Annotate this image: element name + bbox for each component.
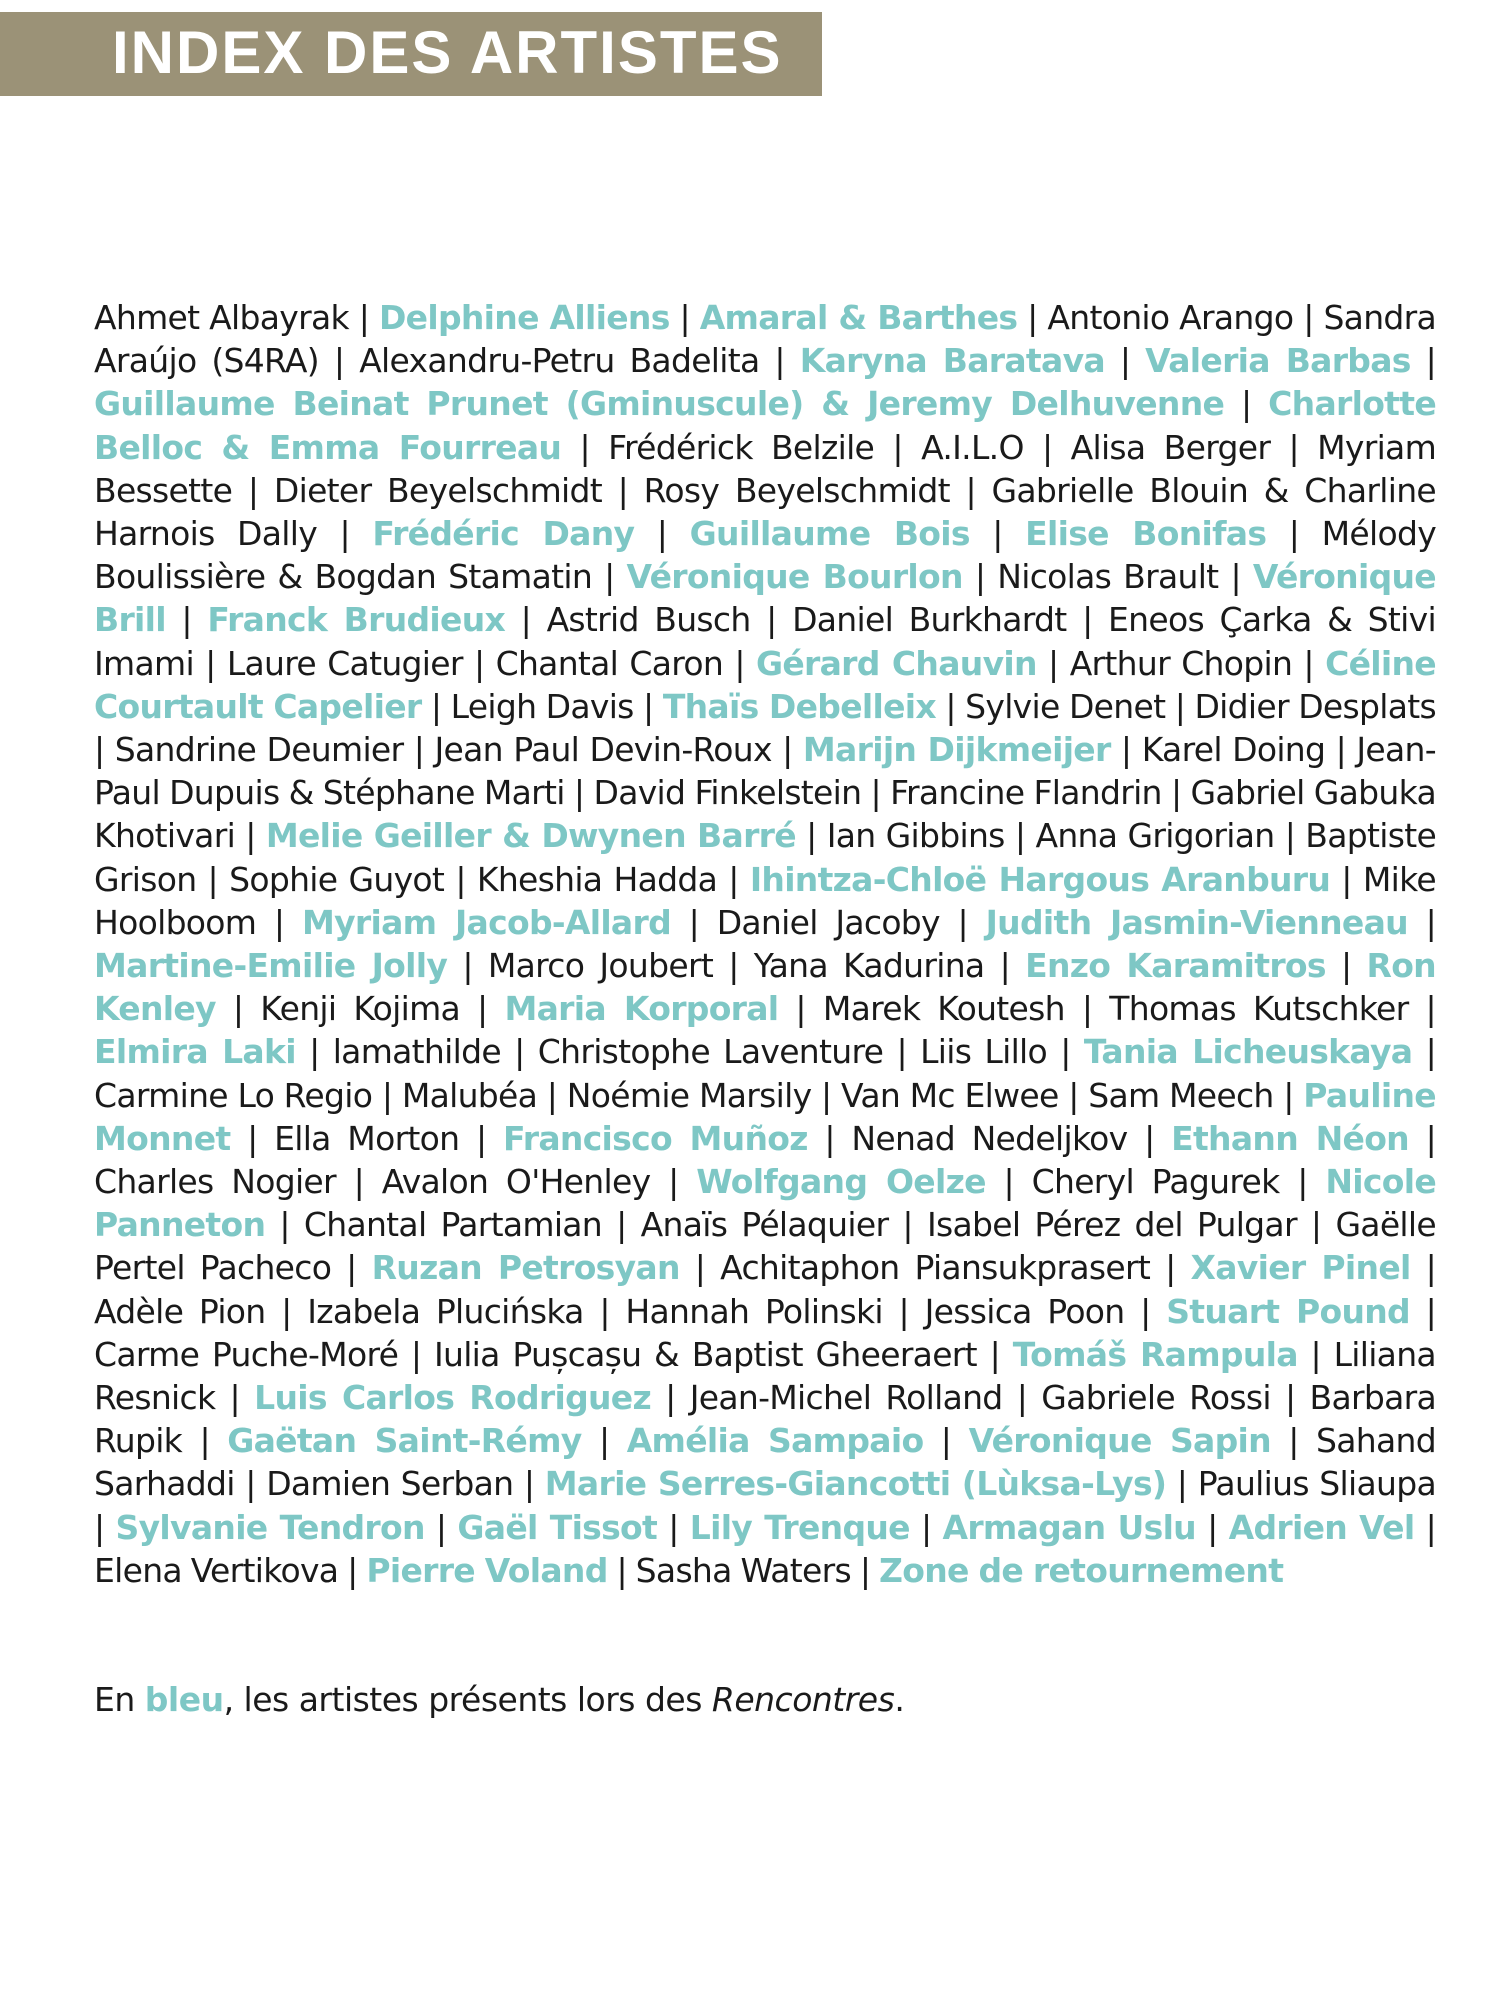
artist-name: Jean-Paul Dupuis & Stéphane Marti	[94, 730, 1436, 813]
separator: |	[824, 1118, 835, 1158]
separator: |	[896, 1032, 907, 1072]
separator: |	[1048, 643, 1059, 683]
separator: |	[353, 1162, 365, 1202]
artist-name: Armagan Uslu	[942, 1507, 1196, 1547]
artist-name: Frédéric Dany	[372, 514, 635, 554]
separator: |	[616, 1205, 627, 1245]
separator: |	[656, 514, 668, 554]
separator: |	[734, 643, 745, 683]
separator: |	[455, 859, 466, 899]
artist-name: Yana Kadurina	[753, 946, 985, 986]
artist-name: Zone de retournement	[879, 1550, 1284, 1590]
artist-name: Isabel Pérez del Pulgar	[926, 1205, 1297, 1245]
artist-name: Christophe Laventure	[537, 1032, 884, 1072]
separator: |	[1207, 1507, 1218, 1547]
separator: |	[1297, 1162, 1308, 1202]
separator: |	[1340, 946, 1352, 986]
artist-name: Nenad Nedeljkov	[851, 1118, 1128, 1158]
separator: |	[1170, 773, 1182, 813]
separator: |	[247, 470, 259, 510]
artist-name: Gérard Chauvin	[755, 643, 1037, 683]
separator: |	[795, 989, 806, 1029]
separator: |	[229, 1378, 240, 1418]
separator: |	[281, 1291, 292, 1331]
artist-name: Marie Serres-Giancotti (Lùksa-Lys)	[544, 1464, 1167, 1504]
artist-name: Alisa Berger	[1070, 427, 1271, 467]
artist-name: Pierre Voland	[366, 1550, 608, 1590]
separator: |	[957, 902, 968, 942]
separator: |	[1288, 427, 1299, 467]
separator: |	[1016, 1378, 1028, 1418]
artist-name: Stuart Pound	[1166, 1291, 1410, 1331]
separator: |	[245, 1464, 256, 1504]
separator: |	[1425, 1507, 1437, 1547]
artist-name: Charlotte Belloc & Emma Fourreau	[94, 384, 1437, 467]
separator: |	[410, 1334, 422, 1374]
artist-name: Amélia Sampaio	[626, 1421, 924, 1461]
artist-name: Gaëtan Saint-Rémy	[227, 1421, 582, 1461]
artist-name: Guillaume Beinat Prunet (Gminuscule) & Jeremy Delhuvenne	[94, 384, 1225, 424]
separator: |	[1284, 1378, 1296, 1418]
artist-name: Amaral & Barthes	[699, 298, 1018, 337]
artist-name: Céline Courtault Capelier	[94, 643, 1436, 726]
artist-name: Mike Hoolboom	[94, 859, 1436, 942]
artist-name: Mélody Boulissière & Bogdan Stamatin	[94, 514, 1437, 597]
separator: |	[604, 557, 615, 597]
separator: |	[346, 1248, 357, 1288]
artist-name: Lily Trenque	[689, 1507, 910, 1547]
separator: |	[898, 1291, 909, 1331]
artist-name: Sylvanie Tendron	[115, 1507, 425, 1547]
artist-name: Enzo Karamitros	[1025, 946, 1326, 986]
separator: |	[333, 341, 345, 381]
separator: |	[859, 1550, 871, 1590]
separator: |	[1144, 1118, 1155, 1158]
separator: |	[1082, 600, 1093, 640]
artist-name: Cheryl Pagurek	[1031, 1162, 1280, 1202]
separator: |	[599, 1291, 610, 1331]
artist-name: Daniel Jacoby	[716, 902, 940, 942]
artist-name: Ahmet Albayrak	[94, 298, 349, 337]
artist-name: Leigh Davis	[450, 686, 634, 726]
separator: |	[279, 1205, 290, 1245]
artist-name: Valeria Barbas	[1145, 341, 1411, 381]
artist-name: Liis Lillo	[920, 1032, 1047, 1072]
separator: |	[668, 1507, 679, 1547]
separator: |	[1060, 1032, 1071, 1072]
separator: |	[1068, 1075, 1079, 1115]
separator: |	[199, 1421, 210, 1461]
artist-name: Francine Flandrin	[890, 773, 1162, 813]
artist-name: Jean-Michel Rolland	[689, 1378, 1003, 1418]
separator: |	[668, 1162, 679, 1202]
page-title: INDEX DES ARTISTES	[112, 19, 783, 86]
separator: |	[358, 298, 370, 337]
separator: |	[207, 859, 218, 899]
legend-italic-word: Rencontres	[711, 1680, 895, 1719]
artist-name: Ella Morton	[274, 1118, 460, 1158]
legend-prefix: En	[94, 1680, 145, 1719]
separator: |	[974, 557, 986, 597]
artist-name: Astrid Busch	[546, 600, 751, 640]
separator: |	[616, 1550, 627, 1590]
separator: |	[617, 470, 629, 510]
separator: |	[902, 1205, 913, 1245]
separator: |	[1165, 1248, 1176, 1288]
artist-name: A.I.L.O	[921, 427, 1024, 467]
separator: |	[892, 427, 903, 467]
separator: |	[514, 1032, 525, 1072]
separator: |	[273, 902, 285, 942]
artist-name: Gabriele Rossi	[1041, 1378, 1271, 1418]
artist-name: lamathilde	[332, 1032, 501, 1072]
separator: |	[806, 816, 817, 856]
artist-name: Ihintza-Chloë Hargous Aranburu	[749, 859, 1331, 899]
artist-name: Adèle Pion	[94, 1291, 266, 1331]
artist-name: Melie Geiller & Dwynen Barré	[265, 816, 796, 856]
artist-name: Sam Meech	[1088, 1075, 1274, 1115]
artist-name: Gaël Tissot	[457, 1507, 658, 1547]
separator: |	[232, 989, 244, 1029]
artist-name: Rosy Beyelschmidt	[643, 470, 950, 510]
separator: |	[782, 730, 793, 770]
artist-name: Maria Korporal	[504, 989, 779, 1029]
separator: |	[520, 600, 532, 640]
artist-name: Martine-Emilie Jolly	[94, 946, 448, 986]
separator: |	[1425, 989, 1436, 1029]
separator: |	[598, 1421, 610, 1461]
legend-suffix: .	[894, 1680, 905, 1719]
separator: |	[1303, 298, 1314, 337]
separator: |	[477, 989, 488, 1029]
artist-name: Marijn Dijkmeijer	[802, 730, 1111, 770]
artist-name: David Finkelstein	[593, 773, 862, 813]
artist-name: Elise Bonifas	[1025, 514, 1267, 554]
separator: |	[1288, 1421, 1299, 1461]
artist-name: Iulia Pușcașu & Baptist Gheeraert	[433, 1334, 977, 1374]
artist-name: Barbara Rupik	[94, 1378, 1437, 1461]
artist-name: Laure Catugier	[226, 643, 463, 683]
artist-name: Noémie Marsily	[566, 1075, 812, 1115]
separator: |	[920, 1507, 932, 1547]
separator: |	[965, 470, 976, 510]
artist-name: Sophie Guyot	[229, 859, 445, 899]
artist-name: Véronique Sapin	[968, 1421, 1271, 1461]
separator: |	[774, 341, 785, 381]
artist-name: Adrien Vel	[1228, 1507, 1415, 1547]
separator: |	[1288, 514, 1300, 554]
separator: |	[309, 1032, 320, 1072]
separator: |	[1003, 1162, 1014, 1202]
artist-name: Myriam Jacob-Allard	[301, 902, 671, 942]
artist-name: Karel Doing	[1141, 730, 1326, 770]
artist-name: Ethann Néon	[1171, 1118, 1409, 1158]
separator: |	[945, 686, 956, 726]
artist-name: Anaïs Pélaquier	[640, 1205, 889, 1245]
artist-name: Nicolas Brault	[997, 557, 1219, 597]
artist-name: Antonio Arango	[1047, 298, 1294, 337]
artist-name: Daniel Burkhardt	[792, 600, 1067, 640]
artist-name: Damien Serban	[266, 1464, 514, 1504]
separator: |	[1027, 298, 1038, 337]
artist-name: Franck Brudieux	[207, 600, 506, 640]
artist-index	[94, 296, 1436, 1592]
separator: |	[1425, 1032, 1436, 1072]
artist-name: Jean Paul Devin-Roux	[434, 730, 772, 770]
separator: |	[728, 859, 739, 899]
separator: |	[940, 1421, 952, 1461]
artist-name: Paulius Sliaupa	[1197, 1464, 1437, 1504]
separator: |	[643, 686, 654, 726]
artist-name: Dieter Beyelschmidt	[273, 470, 602, 510]
separator: |	[381, 1075, 393, 1115]
separator: |	[347, 1550, 358, 1590]
separator: |	[665, 1378, 676, 1418]
separator: |	[989, 1334, 1001, 1374]
separator: |	[435, 1507, 447, 1547]
artist-name: Eneos Çarka & Stivi Imami	[94, 600, 1436, 683]
separator: |	[728, 946, 739, 986]
artist-name: Sasha Waters	[635, 1550, 852, 1590]
separator: |	[181, 600, 192, 640]
separator: |	[245, 816, 256, 856]
separator: |	[413, 730, 425, 770]
artist-name: Gabrielle Blouin & Charline Harnois Dally	[94, 470, 1437, 554]
separator: |	[1119, 341, 1131, 381]
artist-name: Judith Jasmin-Vienneau	[985, 902, 1408, 942]
separator: |	[1425, 902, 1437, 942]
artist-name: Marco Joubert	[487, 946, 714, 986]
artist-name: Sandra Araújo (S4RA)	[94, 298, 1437, 381]
artist-name: Elena Vertikova	[94, 1550, 339, 1590]
separator: |	[1425, 1118, 1437, 1158]
separator: |	[205, 643, 216, 683]
artist-name: Karyna Baratava	[799, 341, 1105, 381]
separator: |	[1310, 1334, 1321, 1374]
separator: |	[462, 946, 473, 986]
artist-name: Izabela Plucińska	[307, 1291, 584, 1331]
separator: |	[999, 946, 1010, 986]
separator: |	[1120, 730, 1132, 770]
artist-name: Kenji Kojima	[260, 989, 461, 1029]
separator: |	[992, 514, 1003, 554]
separator: |	[1341, 859, 1352, 899]
artist-name: Carme Puche-Moré	[94, 1334, 399, 1374]
artist-name: Hannah Polinski	[625, 1291, 883, 1331]
separator: |	[1041, 427, 1053, 467]
artist-name: Tania Licheuskaya	[1083, 1032, 1413, 1072]
artist-name: Delphine Alliens	[378, 298, 670, 337]
separator: |	[1081, 989, 1093, 1029]
separator: |	[430, 686, 442, 726]
artist-name: Kheshia Hadda	[476, 859, 718, 899]
separator: |	[821, 1075, 832, 1115]
artist-name: Luis Carlos Rodriguez	[254, 1378, 651, 1418]
artist-name: Thaïs Debelleix	[662, 686, 936, 726]
artist-name: Jessica Poon	[924, 1291, 1125, 1331]
artist-name: Carmine Lo Regio	[94, 1075, 373, 1115]
artist-name: Véronique Brill	[94, 557, 1436, 640]
separator: |	[766, 600, 777, 640]
separator: |	[870, 773, 881, 813]
artist-name: Arthur Chopin	[1069, 643, 1293, 683]
separator: |	[247, 1118, 258, 1158]
artist-name: Pauline Monnet	[94, 1075, 1436, 1158]
separator: |	[1425, 1291, 1437, 1331]
artist-name: Thomas Kutschker	[1109, 989, 1409, 1029]
artist-name: Sahand Sarhaddi	[94, 1421, 1437, 1504]
artist-name: Nicole Panneton	[94, 1162, 1437, 1245]
artist-name: Guillaume Bois	[689, 514, 970, 554]
separator: |	[573, 773, 585, 813]
separator: |	[1425, 341, 1437, 381]
separator: |	[1140, 1291, 1151, 1331]
artist-name: Elmira Laki	[94, 1032, 296, 1072]
separator: |	[473, 643, 485, 683]
separator: |	[1014, 816, 1026, 856]
separator: |	[1425, 1248, 1437, 1288]
separator: |	[523, 1464, 535, 1504]
artist-name: Wolfgang Oelze	[696, 1162, 986, 1202]
artist-name: Didier Desplats	[1194, 686, 1436, 726]
separator: |	[679, 298, 690, 337]
separator: |	[1284, 816, 1296, 856]
artist-name: Ron Kenley	[94, 946, 1436, 1029]
artist-name: Xavier Pinel	[1190, 1248, 1411, 1288]
artist-name: Ian Gibbins	[826, 816, 1005, 856]
artist-name: Frédérick Belzile	[608, 427, 875, 467]
artist-name: Tomáš Rampula	[1012, 1334, 1298, 1374]
artist-name: Sandrine Deumier	[114, 730, 404, 770]
separator: |	[1230, 557, 1241, 597]
artist-name: Van Mc Elwee	[841, 1075, 1059, 1115]
artist-name: Avalon O'Henley	[381, 1162, 651, 1202]
artist-name: Véronique Bourlon	[626, 557, 963, 597]
artist-name: Sylvie Denet	[965, 686, 1166, 726]
artist-name: Marek Koutesh	[822, 989, 1065, 1029]
separator: |	[94, 730, 105, 770]
separator: |	[476, 1118, 487, 1158]
legend	[94, 1678, 1394, 1722]
artist-name: Gaëlle Pertel Pacheco	[94, 1205, 1436, 1288]
artist-name: Achitaphon Piansukprasert	[720, 1248, 1151, 1288]
separator: |	[1310, 1205, 1322, 1245]
separator: |	[1176, 1464, 1188, 1504]
artist-name: Anna Grigorian	[1035, 816, 1275, 856]
artist-name: Chantal Partamian	[303, 1205, 603, 1245]
separator: |	[1303, 643, 1314, 683]
legend-blue-word: bleu	[144, 1680, 224, 1719]
artist-name: Gabriel Gabuka Khotivari	[94, 773, 1436, 856]
legend-middle: , les artistes présents lors des	[223, 1680, 712, 1719]
separator: |	[94, 1507, 105, 1547]
artist-name: Francisco Muñoz	[503, 1118, 808, 1158]
separator: |	[1283, 1075, 1294, 1115]
separator: |	[688, 902, 700, 942]
artist-name: Chantal Caron	[495, 643, 724, 683]
separator: |	[1335, 730, 1347, 770]
separator: |	[1240, 384, 1252, 424]
artist-name: Malubéa	[401, 1075, 538, 1115]
artist-name: Ruzan Petrosyan	[371, 1248, 680, 1288]
artist-name: Charles Nogier	[94, 1162, 336, 1202]
artist-name: Liliana Resnick	[94, 1334, 1436, 1418]
separator: |	[694, 1248, 706, 1288]
separator: |	[339, 514, 350, 554]
separator: |	[1174, 686, 1186, 726]
separator: |	[546, 1075, 558, 1115]
artist-name: Alexandru-Petru Badelita	[359, 341, 760, 381]
artist-name: Myriam Bessette	[94, 427, 1437, 510]
separator: |	[579, 427, 590, 467]
artist-name: Baptiste Grison	[94, 816, 1437, 899]
